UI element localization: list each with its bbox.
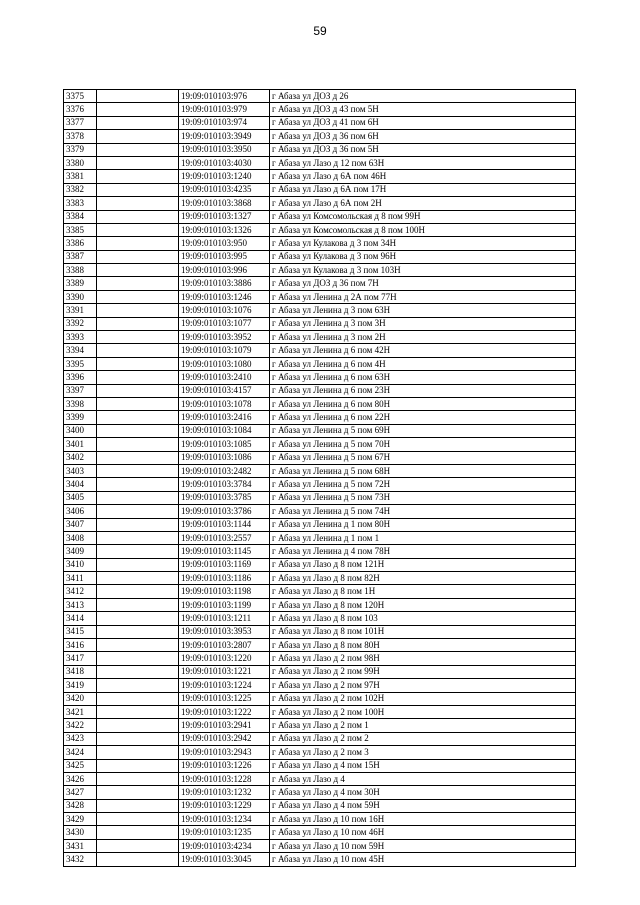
table-row xyxy=(64,799,576,812)
row-number-cell: 3391 xyxy=(64,304,97,317)
cadastral-number-cell: 19:09:010103:3886 xyxy=(179,277,270,290)
row-number-cell: 3405 xyxy=(64,491,97,504)
row-number-cell: 3392 xyxy=(64,317,97,330)
row-number-cell: 3387 xyxy=(64,250,97,263)
cadastral-number-cell: 19:09:010103:1235 xyxy=(179,826,270,839)
empty-cell xyxy=(97,759,179,772)
row-number-cell: 3376 xyxy=(64,103,97,116)
address-cell: г Абаза ул ДОЗ д 36 пом 6Н xyxy=(270,130,576,143)
empty-cell xyxy=(97,558,179,571)
cadastral-number-cell: 19:09:010103:2416 xyxy=(179,411,270,424)
cadastral-number-cell: 19:09:010103:3045 xyxy=(179,853,270,866)
empty-cell xyxy=(97,210,179,223)
table-row xyxy=(64,531,576,544)
cadastral-number-cell: 19:09:010103:4157 xyxy=(179,384,270,397)
empty-cell xyxy=(97,223,179,236)
row-number-cell: 3378 xyxy=(64,130,97,143)
row-number-cell: 3425 xyxy=(64,759,97,772)
table-row xyxy=(64,317,576,330)
row-number-cell: 3407 xyxy=(64,518,97,531)
table-row xyxy=(64,438,576,451)
registry-table-body xyxy=(64,90,576,867)
table-row xyxy=(64,304,576,317)
row-number-cell: 3393 xyxy=(64,331,97,344)
row-number-cell: 3377 xyxy=(64,116,97,129)
empty-cell xyxy=(97,719,179,732)
row-number-cell: 3431 xyxy=(64,839,97,852)
empty-cell xyxy=(97,692,179,705)
empty-cell xyxy=(97,116,179,129)
address-cell: г Абаза ул Ленина д 3 пом 3Н xyxy=(270,317,576,330)
row-number-cell: 3408 xyxy=(64,531,97,544)
table-row xyxy=(64,357,576,370)
table-row xyxy=(64,130,576,143)
table-row xyxy=(64,665,576,678)
row-number-cell: 3412 xyxy=(64,585,97,598)
cadastral-number-cell: 19:09:010103:1086 xyxy=(179,451,270,464)
address-cell: г Абаза ул Лазо д 6А пом 2Н xyxy=(270,197,576,210)
row-number-cell: 3397 xyxy=(64,384,97,397)
cadastral-number-cell: 19:09:010103:1080 xyxy=(179,357,270,370)
table-row xyxy=(64,197,576,210)
table-row xyxy=(64,290,576,303)
empty-cell xyxy=(97,786,179,799)
empty-cell xyxy=(97,344,179,357)
table-row xyxy=(64,826,576,839)
cadastral-number-cell: 19:09:010103:2807 xyxy=(179,639,270,652)
cadastral-number-cell: 19:09:010103:979 xyxy=(179,103,270,116)
address-cell: г Абаза ул ДОЗ д 43 пом 5Н xyxy=(270,103,576,116)
address-cell: г Абаза ул ДОЗ д 41 пом 6Н xyxy=(270,116,576,129)
address-cell: г Абаза ул Ленина д 3 пом 2Н xyxy=(270,331,576,344)
cadastral-number-cell: 19:09:010103:1327 xyxy=(179,210,270,223)
empty-cell xyxy=(97,237,179,250)
address-cell: г Абаза ул Лазо д 8 пом 1Н xyxy=(270,585,576,598)
row-number-cell: 3409 xyxy=(64,545,97,558)
empty-cell xyxy=(97,277,179,290)
row-number-cell: 3399 xyxy=(64,411,97,424)
address-cell: г Абаза ул Лазо д 10 пом 59Н xyxy=(270,839,576,852)
table-row xyxy=(64,250,576,263)
row-number-cell: 3422 xyxy=(64,719,97,732)
table-row xyxy=(64,223,576,236)
address-cell: г Абаза ул Лазо д 10 пом 16Н xyxy=(270,813,576,826)
row-number-cell: 3424 xyxy=(64,746,97,759)
empty-cell xyxy=(97,183,179,196)
cadastral-number-cell: 19:09:010103:1145 xyxy=(179,545,270,558)
empty-cell xyxy=(97,451,179,464)
empty-cell xyxy=(97,839,179,852)
row-number-cell: 3381 xyxy=(64,170,97,183)
row-number-cell: 3429 xyxy=(64,813,97,826)
empty-cell xyxy=(97,585,179,598)
row-number-cell: 3394 xyxy=(64,344,97,357)
cadastral-number-cell: 19:09:010103:1199 xyxy=(179,598,270,611)
cadastral-number-cell: 19:09:010103:3950 xyxy=(179,143,270,156)
address-cell: г Абаза ул Лазо д 2 пом 99Н xyxy=(270,665,576,678)
row-number-cell: 3419 xyxy=(64,679,97,692)
empty-cell xyxy=(97,478,179,491)
address-cell: г Абаза ул Лазо д 4 пом 59Н xyxy=(270,799,576,812)
row-number-cell: 3389 xyxy=(64,277,97,290)
row-number-cell: 3413 xyxy=(64,598,97,611)
empty-cell xyxy=(97,598,179,611)
cadastral-number-cell: 19:09:010103:1226 xyxy=(179,759,270,772)
cadastral-number-cell: 19:09:010103:2941 xyxy=(179,719,270,732)
empty-cell xyxy=(97,545,179,558)
address-cell: г Абаза ул Лазо д 10 пом 46Н xyxy=(270,826,576,839)
empty-cell xyxy=(97,813,179,826)
empty-cell xyxy=(97,518,179,531)
address-cell: г Абаза ул Ленина д 5 пом 74Н xyxy=(270,505,576,518)
address-cell: г Абаза ул Лазо д 8 пом 82Н xyxy=(270,572,576,585)
row-number-cell: 3417 xyxy=(64,652,97,665)
address-cell: г Абаза ул ДОЗ д 36 пом 5Н xyxy=(270,143,576,156)
cadastral-number-cell: 19:09:010103:3785 xyxy=(179,491,270,504)
empty-cell xyxy=(97,384,179,397)
address-cell: г Абаза ул Ленина д 5 пом 69Н xyxy=(270,424,576,437)
cadastral-number-cell: 19:09:010103:4030 xyxy=(179,156,270,169)
cadastral-number-cell: 19:09:010103:1222 xyxy=(179,705,270,718)
table-row xyxy=(64,384,576,397)
row-number-cell: 3410 xyxy=(64,558,97,571)
row-number-cell: 3395 xyxy=(64,357,97,370)
table-row xyxy=(64,210,576,223)
address-cell: г Абаза ул Лазо д 2 пом 100Н xyxy=(270,705,576,718)
row-number-cell: 3403 xyxy=(64,464,97,477)
table-row xyxy=(64,397,576,410)
table-row xyxy=(64,732,576,745)
address-cell: г Абаза ул Лазо д 8 пом 120Н xyxy=(270,598,576,611)
cadastral-number-cell: 19:09:010103:996 xyxy=(179,264,270,277)
page-number: 59 xyxy=(313,24,327,38)
table-row xyxy=(64,839,576,852)
row-number-cell: 3420 xyxy=(64,692,97,705)
table-row xyxy=(64,464,576,477)
row-number-cell: 3383 xyxy=(64,197,97,210)
empty-cell xyxy=(97,130,179,143)
cadastral-number-cell: 19:09:010103:2942 xyxy=(179,732,270,745)
empty-cell xyxy=(97,290,179,303)
empty-cell xyxy=(97,732,179,745)
empty-cell xyxy=(97,357,179,370)
row-number-cell: 3414 xyxy=(64,612,97,625)
row-number-cell: 3416 xyxy=(64,639,97,652)
address-cell: г Абаза ул Комсомольская д 8 пом 100Н xyxy=(270,223,576,236)
cadastral-number-cell: 19:09:010103:1084 xyxy=(179,424,270,437)
row-number-cell: 3423 xyxy=(64,732,97,745)
row-number-cell: 3384 xyxy=(64,210,97,223)
empty-cell xyxy=(97,464,179,477)
address-cell: г Абаза ул Лазо д 2 пом 2 xyxy=(270,732,576,745)
cadastral-number-cell: 19:09:010103:1211 xyxy=(179,612,270,625)
address-cell: г Абаза ул Лазо д 8 пом 121Н xyxy=(270,558,576,571)
cadastral-number-cell: 19:09:010103:2410 xyxy=(179,371,270,384)
table-row xyxy=(64,746,576,759)
table-row xyxy=(64,558,576,571)
empty-cell xyxy=(97,505,179,518)
row-number-cell: 3375 xyxy=(64,90,97,103)
empty-cell xyxy=(97,331,179,344)
cadastral-number-cell: 19:09:010103:3784 xyxy=(179,478,270,491)
row-number-cell: 3426 xyxy=(64,772,97,785)
cadastral-number-cell: 19:09:010103:1221 xyxy=(179,665,270,678)
table-row xyxy=(64,90,576,103)
cadastral-number-cell: 19:09:010103:1240 xyxy=(179,170,270,183)
table-row xyxy=(64,505,576,518)
row-number-cell: 3428 xyxy=(64,799,97,812)
address-cell: г Абаза ул Комсомольская д 8 пом 99Н xyxy=(270,210,576,223)
row-number-cell: 3380 xyxy=(64,156,97,169)
address-cell: г Абаза ул Лазо д 4 пом 30Н xyxy=(270,786,576,799)
empty-cell xyxy=(97,799,179,812)
row-number-cell: 3401 xyxy=(64,438,97,451)
table-row xyxy=(64,719,576,732)
table-row xyxy=(64,143,576,156)
table-row xyxy=(64,331,576,344)
empty-cell xyxy=(97,491,179,504)
cadastral-number-cell: 19:09:010103:974 xyxy=(179,116,270,129)
table-row xyxy=(64,639,576,652)
row-number-cell: 3382 xyxy=(64,183,97,196)
row-number-cell: 3432 xyxy=(64,853,97,866)
cadastral-number-cell: 19:09:010103:1078 xyxy=(179,397,270,410)
address-cell: г Абаза ул Ленина д 6 пом 63Н xyxy=(270,371,576,384)
cadastral-number-cell: 19:09:010103:1232 xyxy=(179,786,270,799)
table-row xyxy=(64,103,576,116)
empty-cell xyxy=(97,143,179,156)
row-number-cell: 3427 xyxy=(64,786,97,799)
cadastral-number-cell: 19:09:010103:1225 xyxy=(179,692,270,705)
address-cell: г Абаза ул Ленина д 5 пом 70Н xyxy=(270,438,576,451)
address-cell: г Абаза ул Лазо д 8 пом 101Н xyxy=(270,625,576,638)
row-number-cell: 3411 xyxy=(64,572,97,585)
address-cell: г Абаза ул Лазо д 6А пом 46Н xyxy=(270,170,576,183)
empty-cell xyxy=(97,705,179,718)
empty-cell xyxy=(97,826,179,839)
row-number-cell: 3396 xyxy=(64,371,97,384)
cadastral-number-cell: 19:09:010103:4235 xyxy=(179,183,270,196)
address-cell: г Абаза ул Кулакова д 3 пом 96Н xyxy=(270,250,576,263)
cadastral-number-cell: 19:09:010103:2943 xyxy=(179,746,270,759)
cadastral-number-cell: 19:09:010103:3953 xyxy=(179,625,270,638)
table-row xyxy=(64,692,576,705)
cadastral-number-cell: 19:09:010103:976 xyxy=(179,90,270,103)
table-row xyxy=(64,612,576,625)
empty-cell xyxy=(97,317,179,330)
cadastral-number-cell: 19:09:010103:1228 xyxy=(179,772,270,785)
table-row xyxy=(64,237,576,250)
row-number-cell: 3400 xyxy=(64,424,97,437)
row-number-cell: 3418 xyxy=(64,665,97,678)
empty-cell xyxy=(97,304,179,317)
address-cell: г Абаза ул Лазо д 8 пом 80Н xyxy=(270,639,576,652)
row-number-cell: 3404 xyxy=(64,478,97,491)
cadastral-number-cell: 19:09:010103:4234 xyxy=(179,839,270,852)
row-number-cell: 3398 xyxy=(64,397,97,410)
cadastral-number-cell: 19:09:010103:1326 xyxy=(179,223,270,236)
table-row xyxy=(64,277,576,290)
empty-cell xyxy=(97,612,179,625)
empty-cell xyxy=(97,665,179,678)
cadastral-number-cell: 19:09:010103:3952 xyxy=(179,331,270,344)
row-number-cell: 3390 xyxy=(64,290,97,303)
address-cell: г Абаза ул Ленина д 3 пом 63Н xyxy=(270,304,576,317)
cadastral-number-cell: 19:09:010103:3949 xyxy=(179,130,270,143)
cadastral-number-cell: 19:09:010103:1224 xyxy=(179,679,270,692)
table-row xyxy=(64,598,576,611)
row-number-cell: 3415 xyxy=(64,625,97,638)
table-row xyxy=(64,786,576,799)
table-row xyxy=(64,705,576,718)
cadastral-number-cell: 19:09:010103:1186 xyxy=(179,572,270,585)
table-row xyxy=(64,424,576,437)
empty-cell xyxy=(97,411,179,424)
row-number-cell: 3430 xyxy=(64,826,97,839)
cadastral-number-cell: 19:09:010103:3868 xyxy=(179,197,270,210)
empty-cell xyxy=(97,250,179,263)
empty-cell xyxy=(97,772,179,785)
empty-cell xyxy=(97,639,179,652)
cadastral-number-cell: 19:09:010103:2557 xyxy=(179,531,270,544)
table-row xyxy=(64,371,576,384)
address-cell: г Абаза ул Ленина д 6 пом 42Н xyxy=(270,344,576,357)
address-cell: г Абаза ул ДОЗ д 26 xyxy=(270,90,576,103)
table-row xyxy=(64,652,576,665)
row-number-cell: 3385 xyxy=(64,223,97,236)
table-row xyxy=(64,411,576,424)
cadastral-number-cell: 19:09:010103:1169 xyxy=(179,558,270,571)
address-cell: г Абаза ул Ленина д 6 пом 4Н xyxy=(270,357,576,370)
empty-cell xyxy=(97,90,179,103)
cadastral-number-cell: 19:09:010103:1246 xyxy=(179,290,270,303)
empty-cell xyxy=(97,371,179,384)
empty-cell xyxy=(97,853,179,866)
empty-cell xyxy=(97,652,179,665)
empty-cell xyxy=(97,397,179,410)
address-cell: г Абаза ул Лазо д 4 xyxy=(270,772,576,785)
address-cell: г Абаза ул Лазо д 8 пом 103 xyxy=(270,612,576,625)
address-cell: г Абаза ул Лазо д 2 пом 1 xyxy=(270,719,576,732)
address-cell: г Абаза ул Ленина д 1 пом 80Н xyxy=(270,518,576,531)
table-row xyxy=(64,772,576,785)
address-cell: г Абаза ул Ленина д 6 пом 22Н xyxy=(270,411,576,424)
table-row xyxy=(64,116,576,129)
address-cell: г Абаза ул Ленина д 1 пом 1 xyxy=(270,531,576,544)
cadastral-number-cell: 19:09:010103:1220 xyxy=(179,652,270,665)
address-cell: г Абаза ул Лазо д 6А пом 17Н xyxy=(270,183,576,196)
row-number-cell: 3386 xyxy=(64,237,97,250)
cadastral-number-cell: 19:09:010103:1198 xyxy=(179,585,270,598)
table-row xyxy=(64,545,576,558)
empty-cell xyxy=(97,531,179,544)
empty-cell xyxy=(97,746,179,759)
cadastral-number-cell: 19:09:010103:3786 xyxy=(179,505,270,518)
address-cell: г Абаза ул Лазо д 2 пом 97Н xyxy=(270,679,576,692)
table-row xyxy=(64,478,576,491)
cadastral-number-cell: 19:09:010103:1144 xyxy=(179,518,270,531)
table-row xyxy=(64,518,576,531)
address-cell: г Абаза ул Лазо д 2 пом 3 xyxy=(270,746,576,759)
row-number-cell: 3421 xyxy=(64,705,97,718)
cadastral-number-cell: 19:09:010103:1229 xyxy=(179,799,270,812)
cadastral-number-cell: 19:09:010103:1085 xyxy=(179,438,270,451)
address-cell: г Абаза ул Лазо д 2 пом 98Н xyxy=(270,652,576,665)
empty-cell xyxy=(97,103,179,116)
table-row xyxy=(64,183,576,196)
table-row xyxy=(64,451,576,464)
address-cell: г Абаза ул Ленина д 5 пом 73Н xyxy=(270,491,576,504)
table-row xyxy=(64,679,576,692)
empty-cell xyxy=(97,170,179,183)
address-cell: г Абаза ул Кулакова д 3 пом 34Н xyxy=(270,237,576,250)
table-row xyxy=(64,585,576,598)
table-row xyxy=(64,344,576,357)
registry-table xyxy=(63,89,576,867)
empty-cell xyxy=(97,679,179,692)
empty-cell xyxy=(97,424,179,437)
address-cell: г Абаза ул Ленина д 6 пом 80Н xyxy=(270,397,576,410)
cadastral-number-cell: 19:09:010103:1079 xyxy=(179,344,270,357)
row-number-cell: 3402 xyxy=(64,451,97,464)
cadastral-number-cell: 19:09:010103:1077 xyxy=(179,317,270,330)
address-cell: г Абаза ул Кулакова д 3 пом 103Н xyxy=(270,264,576,277)
empty-cell xyxy=(97,197,179,210)
address-cell: г Абаза ул Лазо д 2 пом 102Н xyxy=(270,692,576,705)
table-row xyxy=(64,264,576,277)
empty-cell xyxy=(97,264,179,277)
row-number-cell: 3406 xyxy=(64,505,97,518)
empty-cell xyxy=(97,572,179,585)
table-row xyxy=(64,853,576,866)
table-row xyxy=(64,156,576,169)
table-row xyxy=(64,813,576,826)
address-cell: г Абаза ул Ленина д 5 пом 68Н xyxy=(270,464,576,477)
address-cell: г Абаза ул Ленина д 6 пом 23Н xyxy=(270,384,576,397)
row-number-cell: 3388 xyxy=(64,264,97,277)
address-cell: г Абаза ул Ленина д 5 пом 72Н xyxy=(270,478,576,491)
cadastral-number-cell: 19:09:010103:950 xyxy=(179,237,270,250)
row-number-cell: 3379 xyxy=(64,143,97,156)
address-cell: г Абаза ул Лазо д 4 пом 15Н xyxy=(270,759,576,772)
address-cell: г Абаза ул Ленина д 5 пом 67Н xyxy=(270,451,576,464)
table-row xyxy=(64,170,576,183)
empty-cell xyxy=(97,625,179,638)
address-cell: г Абаза ул Ленина д 2А пом 77Н xyxy=(270,290,576,303)
cadastral-number-cell: 19:09:010103:1234 xyxy=(179,813,270,826)
table-row xyxy=(64,759,576,772)
address-cell: г Абаза ул Лазо д 12 пом 63Н xyxy=(270,156,576,169)
table-row xyxy=(64,491,576,504)
cadastral-number-cell: 19:09:010103:1076 xyxy=(179,304,270,317)
empty-cell xyxy=(97,156,179,169)
address-cell: г Абаза ул ДОЗ д 36 пом 7Н xyxy=(270,277,576,290)
address-cell: г Абаза ул Лазо д 10 пом 45Н xyxy=(270,853,576,866)
table-row xyxy=(64,625,576,638)
cadastral-number-cell: 19:09:010103:995 xyxy=(179,250,270,263)
table-row xyxy=(64,572,576,585)
empty-cell xyxy=(97,438,179,451)
cadastral-number-cell: 19:09:010103:2482 xyxy=(179,464,270,477)
address-cell: г Абаза ул Ленина д 4 пом 78Н xyxy=(270,545,576,558)
